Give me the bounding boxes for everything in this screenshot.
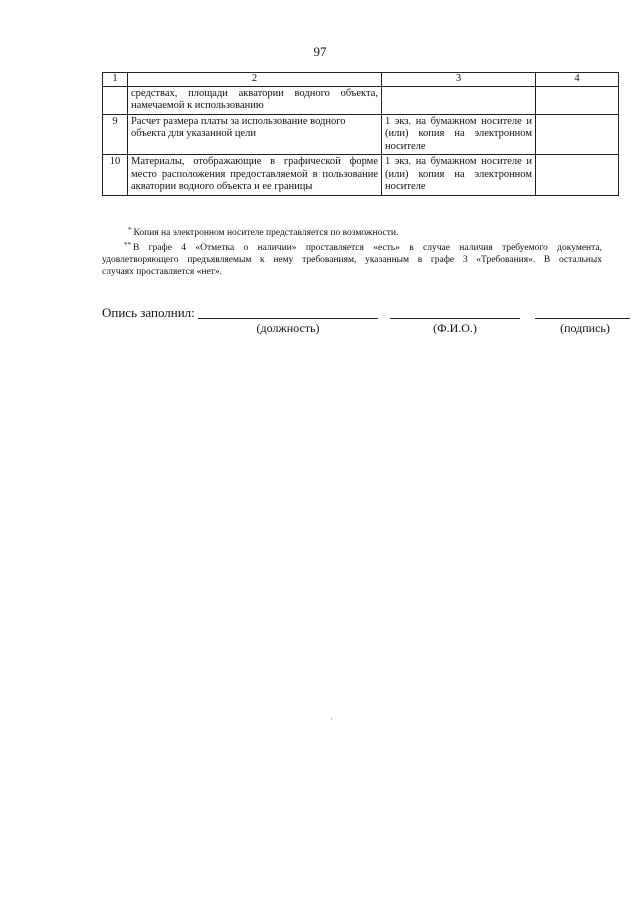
- table-row: [103, 86, 619, 114]
- signature-line[interactable]: [535, 318, 630, 319]
- footnote-1: [102, 224, 602, 239]
- row-note: [536, 155, 619, 196]
- signature-caption: (подпись): [560, 321, 610, 335]
- row-number: [103, 86, 128, 114]
- table-row: [103, 114, 619, 155]
- position-line[interactable]: [198, 318, 378, 319]
- position-caption: (должность): [256, 321, 320, 335]
- name-line[interactable]: [390, 318, 520, 319]
- signature-label: Опись заполнил:: [102, 305, 195, 320]
- page-number: 97: [313, 44, 327, 59]
- footnote-mark: *: [128, 226, 132, 234]
- column-header-1: 1: [103, 73, 128, 87]
- row-requirement: 1 экз. на бумажном носителе и (или) копия на электронном носителе: [382, 155, 536, 196]
- row-description: Расчет размера платы за использование водного объекта для указанной цели: [128, 114, 382, 155]
- row-requirement: 1 экз. на бумажном носителе и (или) копия на электронном носителе: [382, 114, 536, 155]
- name-caption: (Ф.И.О.): [433, 321, 477, 335]
- row-description: средствах, площади акватории водного объекта, намечаемой к использованию: [128, 86, 382, 114]
- column-header-2: 2: [128, 73, 382, 87]
- table-row: [103, 155, 619, 196]
- row-description: Материалы, отображающие в графической форме место расположения предоставляемой в пользование акватории водного объекта и ее границы: [128, 155, 382, 196]
- footnote-2: [102, 239, 602, 254]
- row-number: 10: [103, 155, 128, 196]
- table-header-row: [103, 73, 619, 87]
- row-requirement: [382, 86, 536, 114]
- column-header-4: 4: [536, 73, 619, 87]
- footnote-text: В графе 4 «Отметка о наличии» проставляется «есть» в случае наличия требуемого документа,: [133, 243, 602, 253]
- footnote-text: удовлетворяющего предъявляемым к нему требованиям, указанным в графе 3 «Требования». В остальных: [102, 255, 602, 265]
- scan-speck: [331, 718, 332, 719]
- row-note: [536, 114, 619, 155]
- footnote-text: Копия на электронном носителе представляется по возможности.: [133, 228, 399, 238]
- row-note: [536, 86, 619, 114]
- footnotes: [102, 224, 602, 278]
- column-header-3: 3: [382, 73, 536, 87]
- row-number: 9: [103, 114, 128, 155]
- footnote-text: случаях проставляется «нет».: [102, 267, 222, 277]
- documents-table: [102, 72, 619, 196]
- footnote-mark: **: [124, 241, 131, 249]
